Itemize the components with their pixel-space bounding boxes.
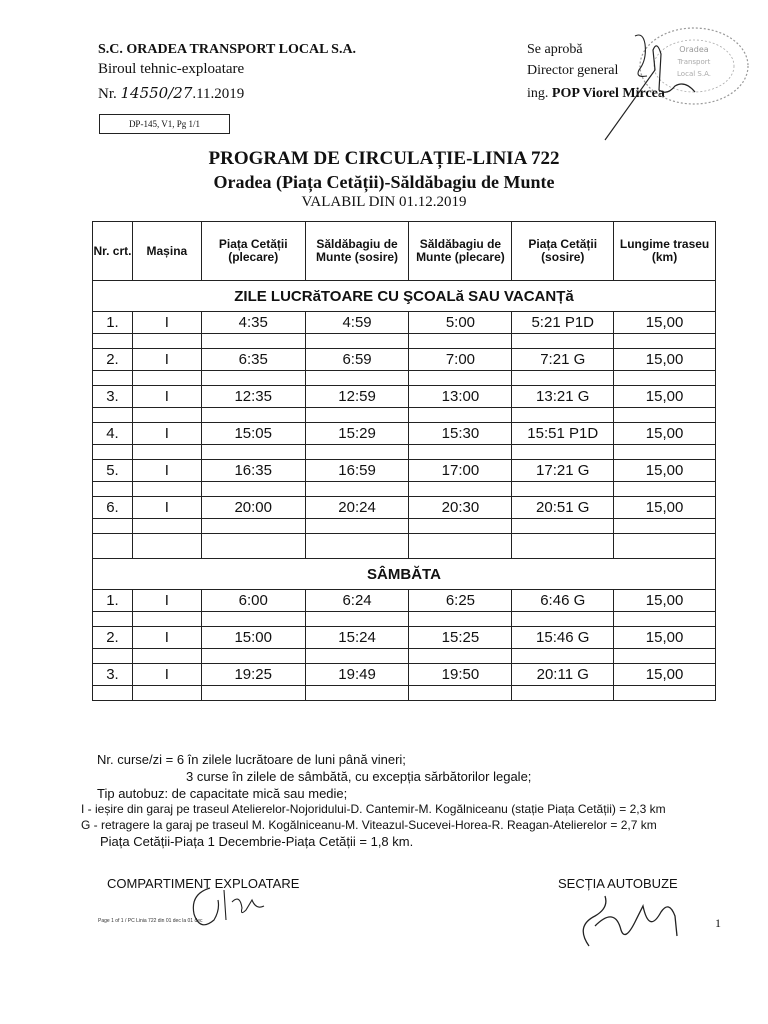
header-lungime: Lungime traseu (km): [614, 222, 716, 281]
empty-cell: [409, 334, 512, 349]
empty-cell: [512, 519, 614, 534]
table-cell: I: [132, 627, 201, 649]
empty-cell: [132, 334, 201, 349]
empty-cell: [512, 534, 614, 559]
header-piata-sosire: Piața Cetății (sosire): [512, 222, 614, 281]
table-cell: 15:25: [409, 627, 512, 649]
empty-cell: [201, 334, 305, 349]
empty-cell: [305, 519, 409, 534]
empty-cell: [201, 612, 305, 627]
table-cell: 16:35: [201, 460, 305, 482]
empty-cell: [512, 649, 614, 664]
table-cell: 6.: [93, 497, 133, 519]
table-cell: 12:59: [305, 386, 409, 408]
table-spacer-row: [93, 649, 716, 664]
table-cell: 5:21 P1D: [512, 312, 614, 334]
empty-cell: [305, 686, 409, 701]
empty-cell: [409, 519, 512, 534]
table-cell: 17:00: [409, 460, 512, 482]
empty-cell: [132, 482, 201, 497]
table-cell: I: [132, 590, 201, 612]
table-spacer-row: [93, 334, 716, 349]
empty-cell: [132, 686, 201, 701]
table-row: [93, 627, 716, 649]
header-piata-plecare: Piața Cetății (plecare): [201, 222, 305, 281]
table-cell: 19:50: [409, 664, 512, 686]
company-name: S.C. ORADEA TRANSPORT LOCAL S.A.: [98, 42, 357, 57]
table-cell: 1.: [93, 590, 133, 612]
table-spacer-row: [93, 612, 716, 627]
table-cell: 6:46 G: [512, 590, 614, 612]
empty-cell: [614, 649, 716, 664]
empty-cell: [201, 371, 305, 386]
empty-cell: [409, 482, 512, 497]
empty-cell: [93, 408, 133, 423]
empty-cell: [201, 649, 305, 664]
table-row: [93, 664, 716, 686]
table-cell: I: [132, 349, 201, 371]
empty-cell: [132, 534, 201, 559]
empty-cell: [305, 649, 409, 664]
table-cell: 13:00: [409, 386, 512, 408]
empty-cell: [409, 534, 512, 559]
reg-suffix: .11.2019: [192, 86, 245, 102]
table-spacer-row: [93, 408, 716, 423]
table-cell: 15,00: [614, 386, 716, 408]
table-cell: I: [132, 664, 201, 686]
empty-cell: [93, 534, 133, 559]
header-masina: Mașina: [132, 222, 201, 281]
table-cell: I: [132, 497, 201, 519]
empty-cell: [614, 482, 716, 497]
empty-cell: [93, 686, 133, 701]
approval-line-2: Director general: [527, 63, 619, 78]
table-cell: 15,00: [614, 312, 716, 334]
empty-cell: [201, 519, 305, 534]
schedule-table: [92, 221, 716, 701]
table-spacer-row: [93, 482, 716, 497]
approval-prefix: ing.: [527, 86, 552, 101]
table-cell: I: [132, 312, 201, 334]
empty-cell: [614, 612, 716, 627]
table-header-row: [93, 222, 716, 281]
note-line-6: Piața Cetății-Piața 1 Decembrie-Piața Cetății = 1,8 km.: [100, 834, 414, 849]
empty-cell: [614, 686, 716, 701]
table-row: [93, 349, 716, 371]
table-cell: 15,00: [614, 349, 716, 371]
empty-cell: [614, 534, 716, 559]
table-cell: 1.: [93, 312, 133, 334]
table-cell: I: [132, 423, 201, 445]
department-name: Biroul tehnic-exploatare: [98, 61, 245, 77]
table-row: [93, 497, 716, 519]
empty-cell: [409, 408, 512, 423]
right-signature: [565, 886, 695, 956]
table-cell: 6:59: [305, 349, 409, 371]
table-cell: 6:25: [409, 590, 512, 612]
table-cell: 15,00: [614, 627, 716, 649]
approval-line-1: Se aprobă: [527, 42, 583, 57]
table-cell: 20:11 G: [512, 664, 614, 686]
table-cell: I: [132, 386, 201, 408]
svg-text:Oradea: Oradea: [679, 45, 709, 54]
empty-cell: [614, 334, 716, 349]
table-cell: 15,00: [614, 664, 716, 686]
table-cell: 15:05: [201, 423, 305, 445]
empty-cell: [305, 482, 409, 497]
table-cell: 4.: [93, 423, 133, 445]
table-spacer-row: [93, 371, 716, 386]
empty-cell: [201, 408, 305, 423]
empty-cell: [409, 445, 512, 460]
table-cell: 12:35: [201, 386, 305, 408]
table-cell: 5:00: [409, 312, 512, 334]
table-cell: 20:24: [305, 497, 409, 519]
header-saldabagiu-plecare: Săldăbagiu de Munte (plecare): [409, 222, 512, 281]
table-cell: 15:51 P1D: [512, 423, 614, 445]
empty-cell: [93, 445, 133, 460]
left-signatory-label: COMPARTIMENT EXPLOATARE: [107, 876, 300, 891]
page-title: PROGRAM DE CIRCULAȚIE-LINIA 722: [208, 148, 560, 169]
empty-cell: [512, 371, 614, 386]
section-saturday-label: SÂMBĂTA: [93, 559, 716, 590]
empty-cell: [409, 612, 512, 627]
table-row: [93, 423, 716, 445]
table-spacer-row: [93, 445, 716, 460]
svg-text:Transport: Transport: [677, 58, 711, 66]
empty-cell: [201, 686, 305, 701]
empty-cell: [305, 334, 409, 349]
note-line-3: Tip autobuz: de capacitate mică sau medie;: [97, 786, 348, 801]
file-path-footer: Page 1 of 1 / PC Linia 722 din 01 dec la 01 dec: [98, 918, 203, 924]
table-spacer-row: [93, 686, 716, 701]
note-line-1: Nr. curse/zi = 6 în zilele lucrătoare de luni până vineri;: [97, 752, 406, 767]
route-title: Oradea (Piața Cetății)-Săldăbagiu de Munte: [213, 172, 555, 192]
table-cell: 2.: [93, 349, 133, 371]
empty-cell: [93, 649, 133, 664]
empty-cell: [512, 408, 614, 423]
table-cell: 6:35: [201, 349, 305, 371]
table-cell: 15,00: [614, 497, 716, 519]
empty-cell: [305, 408, 409, 423]
table-cell: 15:46 G: [512, 627, 614, 649]
table-cell: 15:29: [305, 423, 409, 445]
table-cell: 20:30: [409, 497, 512, 519]
table-cell: 17:21 G: [512, 460, 614, 482]
empty-cell: [132, 612, 201, 627]
empty-cell: [409, 686, 512, 701]
empty-cell: [512, 612, 614, 627]
table-row: [93, 312, 716, 334]
empty-cell: [512, 686, 614, 701]
empty-cell: [93, 482, 133, 497]
table-blank-row: [93, 534, 716, 559]
table-cell: 15,00: [614, 423, 716, 445]
right-signatory-label: SECȚIA AUTOBUZE: [558, 876, 678, 891]
empty-cell: [614, 445, 716, 460]
table-cell: 7:00: [409, 349, 512, 371]
empty-cell: [305, 445, 409, 460]
table-spacer-row: [93, 519, 716, 534]
section-weekdays-label: ZILE LUCRăTOARE CU ŞCOALă SAU VACANȚă: [93, 281, 716, 312]
header-nr: Nr. crt.: [93, 222, 133, 281]
empty-cell: [409, 649, 512, 664]
table-cell: 16:59: [305, 460, 409, 482]
table-cell: 15:00: [201, 627, 305, 649]
empty-cell: [512, 482, 614, 497]
empty-cell: [132, 649, 201, 664]
table-cell: 2.: [93, 627, 133, 649]
table-cell: 3.: [93, 386, 133, 408]
empty-cell: [93, 519, 133, 534]
svg-text:Local S.A.: Local S.A.: [677, 70, 711, 78]
document-code-box: DP-145, V1, Pg 1/1: [99, 114, 230, 134]
section-saturday: [93, 559, 716, 590]
table-cell: 19:25: [201, 664, 305, 686]
empty-cell: [614, 371, 716, 386]
table-row: [93, 386, 716, 408]
empty-cell: [201, 534, 305, 559]
registration-number: [98, 84, 244, 103]
table-cell: 15,00: [614, 590, 716, 612]
table-cell: 13:21 G: [512, 386, 614, 408]
empty-cell: [93, 612, 133, 627]
note-line-2: 3 curse în zilele de sâmbătă, cu excepția sărbătorilor legale;: [186, 769, 532, 784]
director-signature: [595, 30, 715, 150]
empty-cell: [305, 534, 409, 559]
note-line-5: G - retragere la garaj pe traseul M. Kogălniceanu-M. Viteazul-Sucevei-Horea-R. Reagan-Atelierelor = 2,7 km: [81, 818, 657, 832]
table-cell: 20:51 G: [512, 497, 614, 519]
table-cell: 6:00: [201, 590, 305, 612]
table-cell: 3.: [93, 664, 133, 686]
empty-cell: [93, 334, 133, 349]
empty-cell: [512, 445, 614, 460]
empty-cell: [132, 445, 201, 460]
table-cell: 15:24: [305, 627, 409, 649]
empty-cell: [614, 519, 716, 534]
empty-cell: [201, 482, 305, 497]
table-cell: 20:00: [201, 497, 305, 519]
empty-cell: [132, 519, 201, 534]
table-cell: 7:21 G: [512, 349, 614, 371]
empty-cell: [201, 445, 305, 460]
empty-cell: [93, 371, 133, 386]
table-cell: 4:35: [201, 312, 305, 334]
director-name: POP Viorel Mircea: [551, 86, 665, 101]
header-saldabagiu-sosire: Săldăbagiu de Munte (sosire): [305, 222, 409, 281]
table-row: [93, 460, 716, 482]
table-cell: 19:49: [305, 664, 409, 686]
table-cell: 15,00: [614, 460, 716, 482]
table-cell: 6:24: [305, 590, 409, 612]
table-cell: 15:30: [409, 423, 512, 445]
table-cell: 5.: [93, 460, 133, 482]
section-weekdays: [93, 281, 716, 312]
reg-handwritten-number: 14550/27: [120, 84, 193, 102]
empty-cell: [132, 408, 201, 423]
note-line-4: I - ieșire din garaj pe traseul Atelierelor-Nojoridului-D. Cantemir-M. Kogălniceanu (stație Piața Cetății) = 2,3 km: [81, 802, 666, 816]
empty-cell: [305, 612, 409, 627]
valid-from: VALABIL DIN 01.12.2019: [301, 194, 467, 210]
empty-cell: [305, 371, 409, 386]
empty-cell: [132, 371, 201, 386]
empty-cell: [409, 371, 512, 386]
reg-prefix: Nr.: [98, 86, 117, 102]
left-signature: [180, 880, 290, 940]
empty-cell: [512, 334, 614, 349]
empty-cell: [614, 408, 716, 423]
table-row: [93, 590, 716, 612]
table-cell: I: [132, 460, 201, 482]
page-number: 1: [715, 916, 721, 930]
table-cell: 4:59: [305, 312, 409, 334]
